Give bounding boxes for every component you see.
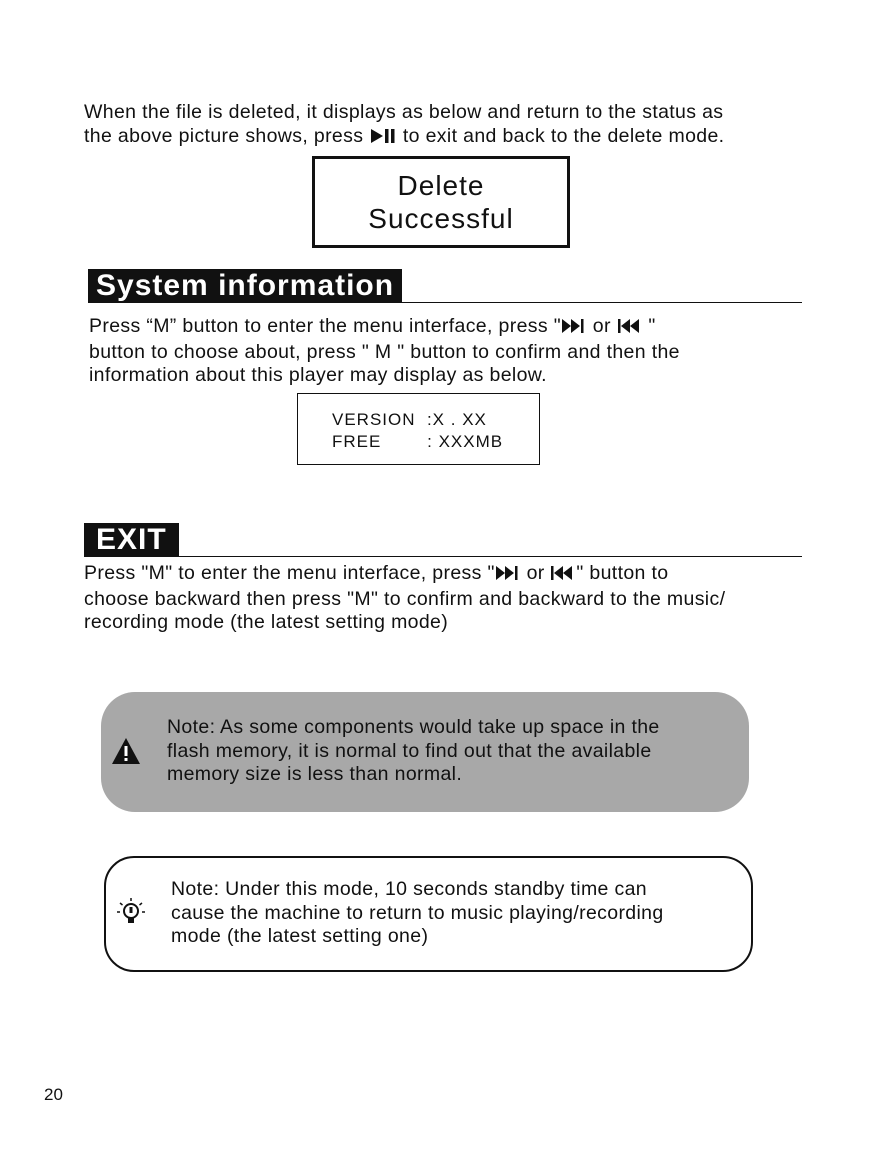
next-track-icon	[561, 317, 587, 341]
system-information-rule	[88, 302, 802, 303]
delete-successful-screen	[312, 156, 570, 248]
warning-note-line-1: Note: As some components would take up space in the	[167, 716, 660, 738]
free-space-line: FREE : XXXMB	[332, 432, 504, 451]
delete-intro-line-2	[84, 125, 724, 151]
exit-line-1-or: or	[520, 562, 551, 584]
exit-line-1-end: " button to	[576, 562, 669, 584]
warning-icon	[110, 736, 142, 771]
version-line: VERSION :X . XX	[332, 410, 487, 429]
version-screen	[297, 393, 540, 465]
delete-screen-line-2: Successful	[368, 203, 514, 234]
delete-intro-paragraph	[84, 101, 724, 150]
delete-intro-line-2-start: the above picture shows, press	[84, 124, 364, 147]
previous-track-icon	[617, 317, 643, 341]
system-info-line-1	[89, 315, 680, 341]
warning-note-line-2: flash memory, it is normal to find out that the available	[167, 739, 652, 762]
tip-note-box	[104, 856, 753, 972]
warning-note-text	[167, 716, 660, 787]
system-info-line-2: button to choose about, press " M " button to confirm and then the	[89, 340, 680, 363]
tip-note-text	[171, 878, 664, 949]
previous-track-icon	[550, 564, 576, 588]
tip-note-line-1: Note: Under this mode, 10 seconds standby time can	[171, 878, 647, 900]
tip-note-line-2: cause the machine to return to music playing/recording	[171, 901, 664, 924]
exit-rule	[84, 556, 802, 557]
system-info-line-1-start: Press “M” button to enter the menu interface, press "	[89, 315, 562, 337]
next-track-icon	[495, 564, 521, 588]
exit-line-1-start: Press "M" to enter the menu interface, press "	[84, 562, 495, 584]
system-info-line-1-or: or	[587, 315, 617, 337]
exit-line-2: choose backward then press "M" to confirm and backward to the music/	[84, 587, 726, 610]
system-information-paragraph	[89, 315, 680, 388]
exit-heading: EXIT	[84, 523, 179, 557]
exit-paragraph	[84, 562, 725, 635]
system-info-line-3: information about this player may display as below.	[89, 364, 547, 386]
system-information-heading: System information	[88, 269, 402, 303]
tip-note-line-3: mode (the latest setting one)	[171, 925, 429, 947]
play-pause-icon	[369, 127, 397, 151]
system-info-line-1-end: "	[642, 315, 656, 337]
lightbulb-icon	[114, 896, 148, 935]
exit-line-3: recording mode (the latest setting mode)	[84, 611, 449, 633]
page-number: 20	[44, 1085, 63, 1104]
warning-note-box	[101, 692, 749, 812]
delete-intro-line-2-end: to exit and back to the delete mode.	[402, 124, 725, 147]
delete-screen-line-1: Delete	[397, 170, 485, 201]
warning-note-line-3: memory size is less than normal.	[167, 763, 463, 785]
exit-line-1	[84, 562, 725, 588]
delete-intro-line-1: When the file is deleted, it displays as below and return to the status as	[84, 101, 724, 123]
